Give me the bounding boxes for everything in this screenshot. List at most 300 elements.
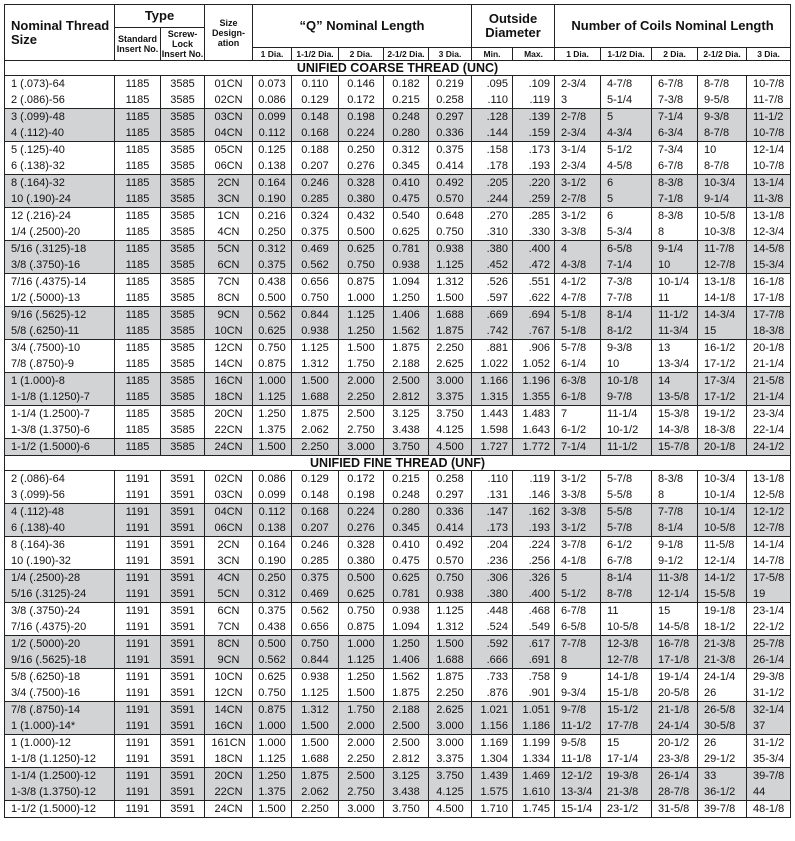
size-designation-cell: 03CN [205,487,253,504]
q-3-dia-cell: 0.750 [429,224,472,241]
q-2-dia-cell: 0.500 [339,224,384,241]
standard-insert-cell: 1185 [115,274,161,291]
table-body [5,61,791,818]
q-2-5-dia-cell: 2.188 [384,702,429,719]
coils-dia-2-5-header: 2-1/2 Dia. [698,48,747,61]
coils-3-dia-cell: 11-3/8 [747,191,791,208]
q-3-dia-cell: 2.250 [429,685,472,702]
q-2-dia-cell: 1.125 [339,652,384,669]
table-row [5,340,791,357]
section-title: UNIFIED COARSE THREAD (UNC) [5,61,791,76]
q-2-5-dia-cell: 3.750 [384,801,429,818]
screw-lock-insert-cell: 3585 [161,224,205,241]
q-3-dia-cell: 0.414 [429,520,472,537]
od-max-cell: .400 [513,241,555,258]
coils-2-dia-cell: 8 [652,224,698,241]
od-min-cell: .524 [472,619,513,636]
coils-3-dia-cell: 14-1/4 [747,537,791,554]
coils-2-5-dia-cell: 18-1/2 [698,619,747,636]
coils-1-dia-cell: 3-1/2 [555,175,601,192]
coils-1-dia-cell: 7 [555,406,601,423]
coils-2-dia-cell: 9-1/2 [652,553,698,570]
coils-1-5-dia-cell: 19-3/8 [601,768,652,785]
q-1-dia-cell: 0.875 [253,356,292,373]
coils-2-dia-cell: 26-1/4 [652,768,698,785]
q-3-dia-cell: 0.414 [429,158,472,175]
coils-2-5-dia-cell: 19-1/8 [698,603,747,620]
thread-size-cell: 12 (.216)-24 [5,208,115,225]
od-max-cell: 1.772 [513,439,555,456]
q-1-dia-cell: 0.112 [253,504,292,521]
screw-lock-insert-header: Screw-Lock Insert No. [161,29,204,59]
coils-1-dia-cell: 4-1/8 [555,553,601,570]
q-1-dia-cell: 1.000 [253,373,292,390]
standard-insert-cell: 1191 [115,520,161,537]
size-designation-cell: 22CN [205,784,253,801]
table-row [5,373,791,390]
coils-1-5-dia-cell: 12-3/8 [601,636,652,653]
q-3-dia-cell: 2.250 [429,340,472,357]
coils-1-5-dia-cell: 4-7/8 [601,76,652,93]
thread-size-cell: 1 (1.000)-14* [5,718,115,735]
coils-1-5-dia-cell: 8-1/4 [601,307,652,324]
q-1-5-dia-cell: 0.285 [292,191,339,208]
coils-2-dia-cell: 23-3/8 [652,751,698,768]
coils-1-dia-cell: 6-1/2 [555,422,601,439]
q-2-dia-cell: 3.000 [339,801,384,818]
coils-3-dia-cell: 16-1/8 [747,274,791,291]
q-1-dia-cell: 0.438 [253,619,292,636]
standard-insert-cell: 1185 [115,175,161,192]
od-max-cell: 1.199 [513,735,555,752]
coils-2-dia-cell: 7-7/8 [652,504,698,521]
q-1-dia-cell: 0.375 [253,257,292,274]
coils-2-5-dia-cell: 11-7/8 [698,241,747,258]
coils-1-5-dia-cell: 12-7/8 [601,652,652,669]
table-row [5,471,791,488]
q-2-5-dia-cell: 0.938 [384,257,429,274]
screw-lock-insert-cell: 3591 [161,619,205,636]
screw-lock-insert-cell: 3585 [161,158,205,175]
q-1-5-dia-cell: 2.062 [292,422,339,439]
size-designation-cell: 04CN [205,125,253,142]
q-2-5-dia-cell: 0.938 [384,603,429,620]
od-max-cell: .767 [513,323,555,340]
od-min-cell: 1.166 [472,373,513,390]
coils-dia-2-header: 2 Dia. [652,48,698,61]
thread-size-cell: 3/8 (.3750)-16 [5,257,115,274]
coils-3-dia-cell: 12-5/8 [747,487,791,504]
coils-2-dia-cell: 11-3/4 [652,323,698,340]
coils-1-dia-cell: 6-1/8 [555,389,601,406]
q-1-5-dia-cell: 0.656 [292,274,339,291]
table-row [5,702,791,719]
coils-3-dia-cell: 13-1/8 [747,208,791,225]
table-row [5,208,791,225]
screw-lock-insert-cell: 3585 [161,241,205,258]
coils-3-dia-cell: 32-1/4 [747,702,791,719]
q-3-dia-cell: 2.625 [429,356,472,373]
table-row [5,619,791,636]
q-2-5-dia-cell: 0.410 [384,175,429,192]
coils-3-dia-cell: 21-1/4 [747,356,791,373]
od-min-cell: 1.304 [472,751,513,768]
screw-lock-insert-cell: 3585 [161,290,205,307]
screw-lock-insert-cell: 3585 [161,175,205,192]
coils-1-dia-cell: 2-3/4 [555,76,601,93]
od-max-cell: .285 [513,208,555,225]
thread-size-cell: 6 (.138)-32 [5,158,115,175]
q-2-dia-cell: 0.328 [339,175,384,192]
table-row [5,784,791,801]
screw-lock-insert-cell: 3591 [161,768,205,785]
thread-size-cell: 4 (.112)-48 [5,504,115,521]
od-min-cell: .173 [472,520,513,537]
screw-lock-insert-cell: 3585 [161,389,205,406]
size-designation-cell: 5CN [205,586,253,603]
table-row [5,356,791,373]
q-2-5-dia-cell: 0.182 [384,76,429,93]
coils-2-5-dia-cell: 33 [698,768,747,785]
q-1-dia-cell: 1.125 [253,389,292,406]
thread-size-cell: 10 (.190)-24 [5,191,115,208]
q-1-5-dia-cell: 0.188 [292,142,339,159]
coils-1-5-dia-cell: 6-1/2 [601,537,652,554]
q-2-dia-cell: 1.000 [339,290,384,307]
size-designation-cell: 20CN [205,768,253,785]
od-max-cell: 1.643 [513,422,555,439]
standard-insert-cell: 1185 [115,191,161,208]
table-row [5,241,791,258]
standard-insert-cell: 1185 [115,208,161,225]
coils-1-5-dia-cell: 17-1/4 [601,751,652,768]
thread-size-cell: 1/4 (.2500)-28 [5,570,115,587]
od-min-cell: .147 [472,504,513,521]
coils-1-5-dia-cell: 5-7/8 [601,471,652,488]
coils-1-5-dia-cell: 4-3/4 [601,125,652,142]
q-3-dia-cell: 3.000 [429,373,472,390]
od-min-cell: .244 [472,191,513,208]
coils-2-dia-cell: 15-3/8 [652,406,698,423]
coils-2-dia-cell: 12-1/4 [652,586,698,603]
screw-lock-insert-cell: 3591 [161,702,205,719]
q-1-5-dia-cell: 1.312 [292,702,339,719]
coils-2-dia-cell: 13 [652,340,698,357]
standard-insert-cell: 1191 [115,768,161,785]
od-min-cell: 1.727 [472,439,513,456]
coils-1-5-dia-cell: 10-5/8 [601,619,652,636]
coils-1-5-dia-cell: 10 [601,356,652,373]
q-2-dia-cell: 2.250 [339,389,384,406]
standard-insert-cell: 1185 [115,158,161,175]
q-1-5-dia-cell: 1.312 [292,356,339,373]
screw-lock-insert-cell: 3591 [161,487,205,504]
q-1-dia-cell: 0.312 [253,241,292,258]
q-2-5-dia-cell: 0.410 [384,537,429,554]
coils-1-5-dia-cell: 10-1/2 [601,422,652,439]
screw-lock-insert-cell: 3591 [161,751,205,768]
thread-size-cell: 8 (.164)-32 [5,175,115,192]
coils-1-5-dia-cell: 6-5/8 [601,241,652,258]
screw-lock-insert-cell: 3585 [161,125,205,142]
size-designation-cell: 02CN [205,92,253,109]
standard-insert-cell: 1185 [115,142,161,159]
size-designation-cell: 3CN [205,191,253,208]
od-max-cell: 1.186 [513,718,555,735]
type-header: Type [115,5,205,28]
coils-1-dia-cell: 3-1/4 [555,142,601,159]
standard-insert-cell: 1185 [115,125,161,142]
od-min-cell: 1.021 [472,702,513,719]
od-min-cell: .669 [472,307,513,324]
size-designation-cell: 12CN [205,340,253,357]
thread-size-cell: 5/16 (.3125)-18 [5,241,115,258]
coils-2-dia-cell: 11 [652,290,698,307]
od-min-cell: 1.443 [472,406,513,423]
table-row [5,801,791,818]
coils-1-dia-cell: 15-1/4 [555,801,601,818]
coils-1-dia-cell: 5-7/8 [555,340,601,357]
q-1-5-dia-cell: 0.844 [292,652,339,669]
coils-3-dia-cell: 13-1/8 [747,471,791,488]
size-designation-cell: 2CN [205,537,253,554]
od-max-cell: .906 [513,340,555,357]
coils-1-5-dia-cell: 21-3/8 [601,784,652,801]
thread-size-cell: 1-1/4 (1.2500)-12 [5,768,115,785]
q-2-dia-cell: 0.172 [339,92,384,109]
coils-3-dia-cell: 26-1/4 [747,652,791,669]
table-row [5,191,791,208]
q-3-dia-cell: 0.375 [429,142,472,159]
standard-insert-cell: 1185 [115,389,161,406]
od-min-cell: .095 [472,76,513,93]
thread-size-cell: 6 (.138)-40 [5,520,115,537]
table-row [5,652,791,669]
od-min-cell: .110 [472,471,513,488]
screw-lock-insert-cell: 3585 [161,307,205,324]
coils-1-dia-cell: 2-3/4 [555,158,601,175]
thread-size-cell: 8 (.164)-36 [5,537,115,554]
q-3-dia-cell: 0.492 [429,537,472,554]
thread-size-cell: 7/16 (.4375)-14 [5,274,115,291]
q-2-5-dia-cell: 1.875 [384,340,429,357]
screw-lock-insert-cell: 3591 [161,784,205,801]
od-min-cell: .144 [472,125,513,142]
q-3-dia-cell: 0.648 [429,208,472,225]
coils-2-dia-cell: 15-7/8 [652,439,698,456]
coils-1-dia-cell: 6-1/4 [555,356,601,373]
standard-insert-cell: 1191 [115,553,161,570]
od-max-cell: .901 [513,685,555,702]
coils-2-dia-cell: 15 [652,603,698,620]
coils-3-dia-cell: 22-1/4 [747,422,791,439]
standard-insert-cell: 1191 [115,735,161,752]
od-min-header: Min. [472,48,513,61]
od-max-cell: .146 [513,487,555,504]
screw-lock-insert-cell: 3591 [161,669,205,686]
q-1-5-dia-cell: 0.246 [292,175,339,192]
od-max-cell: 1.334 [513,751,555,768]
od-min-cell: .158 [472,142,513,159]
coils-3-dia-cell: 17-7/8 [747,307,791,324]
thread-size-cell: 1 (1.000)-8 [5,373,115,390]
od-max-cell: 1.469 [513,768,555,785]
standard-insert-cell: 1191 [115,487,161,504]
q-1-5-dia-cell: 0.207 [292,520,339,537]
table-row [5,76,791,93]
q-1-5-dia-cell: 0.168 [292,504,339,521]
size-designation-cell: 2CN [205,175,253,192]
od-min-cell: .178 [472,158,513,175]
q-2-5-dia-cell: 1.562 [384,323,429,340]
q-2-5-dia-cell: 1.250 [384,636,429,653]
standard-insert-cell: 1185 [115,109,161,126]
size-designation-cell: 14CN [205,356,253,373]
od-min-cell: .666 [472,652,513,669]
q-2-5-dia-cell: 0.625 [384,570,429,587]
q-2-dia-cell: 0.328 [339,537,384,554]
q-1-dia-cell: 0.086 [253,471,292,488]
size-designation-cell: 8CN [205,636,253,653]
coils-1-5-dia-cell: 5-1/2 [601,142,652,159]
q-1-dia-cell: 0.099 [253,109,292,126]
q-1-dia-cell: 0.438 [253,274,292,291]
od-max-cell: .472 [513,257,555,274]
size-designation-cell: 7CN [205,274,253,291]
thread-insert-table [4,4,790,818]
size-designation-cell: 24CN [205,801,253,818]
coils-1-5-dia-cell: 4-5/8 [601,158,652,175]
coils-2-5-dia-cell: 26-5/8 [698,702,747,719]
q-1-5-dia-cell: 2.062 [292,784,339,801]
q-3-dia-cell: 1.125 [429,257,472,274]
coils-3-dia-cell: 19 [747,586,791,603]
od-max-cell: 1.745 [513,801,555,818]
q-2-5-dia-cell: 0.781 [384,241,429,258]
q-2-dia-cell: 1.750 [339,702,384,719]
table-row [5,553,791,570]
coils-1-dia-cell: 9-3/4 [555,685,601,702]
table-row [5,323,791,340]
od-max-cell: .159 [513,125,555,142]
q-2-dia-cell: 2.500 [339,406,384,423]
coils-2-5-dia-cell: 9-1/4 [698,191,747,208]
coils-2-dia-cell: 10-1/4 [652,274,698,291]
q-1-5-dia-cell: 0.148 [292,109,339,126]
coils-2-5-dia-cell: 10-5/8 [698,520,747,537]
size-designation-cell: 1CN [205,208,253,225]
q-3-dia-cell: 0.570 [429,553,472,570]
standard-insert-cell: 1191 [115,702,161,719]
coils-2-dia-cell: 6-7/8 [652,158,698,175]
table-row [5,570,791,587]
coils-2-5-dia-cell: 10-3/4 [698,175,747,192]
standard-insert-cell: 1185 [115,422,161,439]
coils-dia-1-5-header: 1-1/2 Dia. [601,48,652,61]
q-2-dia-cell: 2.750 [339,784,384,801]
coils-3-dia-cell: 12-3/4 [747,224,791,241]
size-designation-cell: 03CN [205,109,253,126]
q-2-dia-cell: 0.380 [339,191,384,208]
coils-1-dia-cell: 3-1/2 [555,520,601,537]
q-3-dia-cell: 2.625 [429,702,472,719]
table-row [5,158,791,175]
od-min-cell: 1.169 [472,735,513,752]
size-designation-cell: 06CN [205,158,253,175]
coils-3-dia-cell: 12-1/2 [747,504,791,521]
coils-2-5-dia-cell: 29-1/2 [698,751,747,768]
thread-size-cell: 1-3/8 (1.3750)-6 [5,422,115,439]
coils-1-5-dia-cell: 11-1/4 [601,406,652,423]
od-max-cell: .224 [513,537,555,554]
q-1-dia-cell: 1.500 [253,439,292,456]
coils-1-5-dia-cell: 5 [601,109,652,126]
coils-1-dia-cell: 3-1/2 [555,471,601,488]
q-3-dia-cell: 3.000 [429,735,472,752]
q-3-dia-cell: 0.258 [429,92,472,109]
q-2-dia-cell: 0.875 [339,274,384,291]
q-1-5-dia-cell: 1.125 [292,340,339,357]
od-max-cell: .326 [513,570,555,587]
coils-2-5-dia-cell: 9-3/8 [698,109,747,126]
q-2-5-dia-cell: 1.094 [384,619,429,636]
q-2-5-dia-cell: 1.250 [384,290,429,307]
coils-1-5-dia-cell: 8-7/8 [601,586,652,603]
standard-insert-cell: 1191 [115,685,161,702]
q-1-5-dia-cell: 2.250 [292,801,339,818]
q-2-5-dia-cell: 0.312 [384,142,429,159]
od-min-cell: .597 [472,290,513,307]
q-2-5-dia-cell: 2.500 [384,718,429,735]
od-min-cell: .204 [472,537,513,554]
q-2-dia-cell: 1.125 [339,307,384,324]
q-1-dia-cell: 1.500 [253,801,292,818]
table-row [5,751,791,768]
size-designation-cell: 14CN [205,702,253,719]
q-2-5-dia-cell: 0.248 [384,109,429,126]
coils-1-dia-cell: 5-1/8 [555,307,601,324]
q-1-dia-cell: 0.164 [253,175,292,192]
q-2-5-dia-cell: 1.406 [384,652,429,669]
table-row [5,586,791,603]
q-1-5-dia-cell: 0.324 [292,208,339,225]
screw-lock-insert-cell: 3591 [161,603,205,620]
coils-2-5-dia-cell: 15 [698,323,747,340]
coils-2-dia-cell: 20-5/8 [652,685,698,702]
thread-size-cell: 1/4 (.2500)-20 [5,224,115,241]
screw-lock-insert-cell: 3585 [161,92,205,109]
thread-size-cell: 2 (.086)-56 [5,92,115,109]
size-designation-cell: 20CN [205,406,253,423]
q-2-dia-cell: 2.500 [339,768,384,785]
q-1-5-dia-cell: 1.500 [292,373,339,390]
coils-2-5-dia-cell: 17-1/2 [698,389,747,406]
coils-1-dia-cell: 2-7/8 [555,191,601,208]
od-min-cell: .592 [472,636,513,653]
coils-3-dia-cell: 12-1/4 [747,142,791,159]
coils-1-5-dia-cell: 5-5/8 [601,487,652,504]
q-2-dia-cell: 0.250 [339,142,384,159]
od-max-cell: .162 [513,504,555,521]
table-row [5,274,791,291]
coils-2-5-dia-cell: 13-1/8 [698,274,747,291]
thread-size-cell: 2 (.086)-64 [5,471,115,488]
standard-insert-cell: 1185 [115,224,161,241]
q-2-dia-cell: 0.276 [339,158,384,175]
table-row [5,175,791,192]
screw-lock-insert-cell: 3591 [161,735,205,752]
coils-1-dia-cell: 3-3/8 [555,504,601,521]
